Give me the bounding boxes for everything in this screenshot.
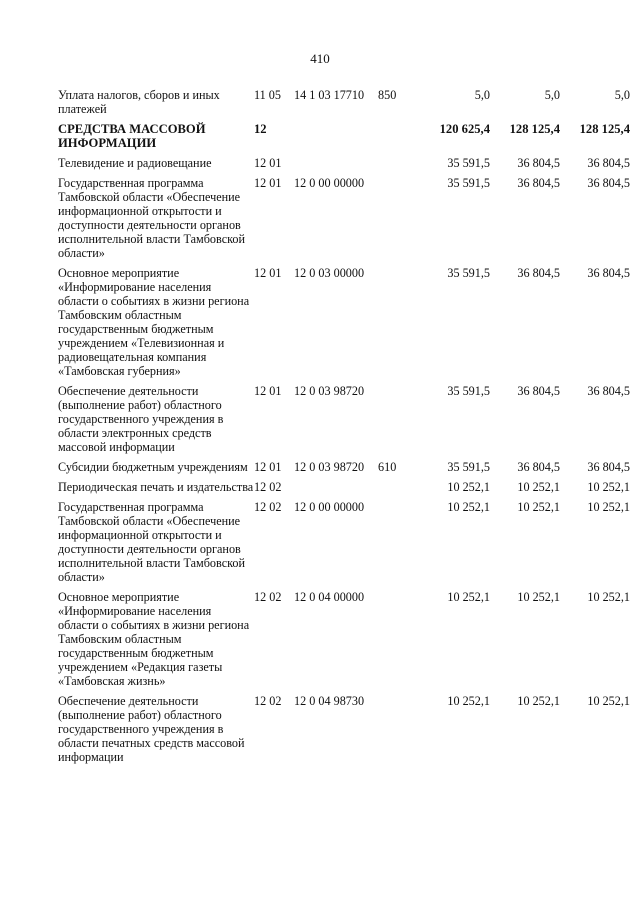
row-amount-year-2: 36 804,5 xyxy=(517,266,560,280)
row-amount-year-3: 5,0 xyxy=(614,88,630,102)
table-row xyxy=(58,694,630,764)
row-section-code: 12 02 xyxy=(254,590,282,604)
row-section-code: 12 01 xyxy=(254,266,282,280)
row-section-code: 12 01 xyxy=(254,176,282,190)
row-name: Государственная программа Тамбовской области «Обеспечение информационной открытости и доступности деятельности органов исполнительной власти Тамбовской области» xyxy=(58,176,246,260)
row-amount-year-3: 36 804,5 xyxy=(587,266,630,280)
row-amount-year-1: 35 591,5 xyxy=(447,156,490,170)
page-number: 410 xyxy=(310,51,330,66)
row-expense-type: 850 xyxy=(378,88,397,102)
row-name: Периодическая печать и издательства xyxy=(58,480,254,494)
row-expense-type xyxy=(378,500,408,584)
row-target-article: 12 0 04 98730 xyxy=(294,694,365,708)
row-section-code: 12 02 xyxy=(254,500,282,514)
row-amount-year-2: 36 804,5 xyxy=(517,384,560,398)
row-target-article: 12 0 03 98720 xyxy=(294,384,365,398)
budget-table xyxy=(58,88,630,770)
row-amount-year-3: 128 125,4 xyxy=(579,122,630,136)
table-row xyxy=(58,266,630,378)
row-amount-year-1: 35 591,5 xyxy=(447,176,490,190)
row-target-article: 12 0 03 98720 xyxy=(294,460,365,474)
row-amount-year-2: 10 252,1 xyxy=(517,694,560,708)
table-row xyxy=(58,88,630,116)
row-expense-type: 610 xyxy=(378,460,397,474)
row-expense-type xyxy=(378,590,408,688)
row-target-article xyxy=(294,156,378,170)
row-target-article xyxy=(294,480,378,494)
row-amount-year-2: 128 125,4 xyxy=(509,122,560,136)
row-target-article: 12 0 04 00000 xyxy=(294,590,365,604)
row-name: Субсидии бюджетным учреждениям xyxy=(58,460,248,474)
row-amount-year-1: 10 252,1 xyxy=(447,694,490,708)
row-name: Телевидение и радиовещание xyxy=(58,156,212,170)
row-amount-year-3: 10 252,1 xyxy=(587,590,630,604)
row-section-code: 12 01 xyxy=(254,156,282,170)
row-amount-year-2: 10 252,1 xyxy=(517,590,560,604)
row-expense-type xyxy=(378,384,408,454)
row-amount-year-1: 10 252,1 xyxy=(447,480,490,494)
row-amount-year-1: 5,0 xyxy=(474,88,490,102)
table-row xyxy=(58,176,630,260)
row-section-code: 12 xyxy=(254,122,267,136)
row-section-code: 12 01 xyxy=(254,460,282,474)
row-spacer xyxy=(58,764,630,770)
row-target-article: 12 0 03 00000 xyxy=(294,266,365,280)
row-amount-year-3: 10 252,1 xyxy=(587,500,630,514)
row-name: СРЕДСТВА МАССОВОЙ ИНФОРМАЦИИ xyxy=(58,122,206,150)
row-name: Основное мероприятие «Информирование населения области о событиях в жизни региона Тамбовским областным государственным бюджетным учреждением «Редакция газеты «Тамбовская жизнь» xyxy=(58,590,250,688)
row-expense-type xyxy=(378,266,408,378)
row-section-code: 12 01 xyxy=(254,384,282,398)
table-row xyxy=(58,156,630,170)
row-section-code: 12 02 xyxy=(254,694,282,708)
row-amount-year-2: 36 804,5 xyxy=(517,176,560,190)
row-target-article: 14 1 03 17710 xyxy=(294,88,365,102)
row-amount-year-3: 36 804,5 xyxy=(587,384,630,398)
row-amount-year-1: 35 591,5 xyxy=(447,460,490,474)
row-amount-year-2: 10 252,1 xyxy=(517,500,560,514)
row-amount-year-3: 10 252,1 xyxy=(587,480,630,494)
row-amount-year-2: 36 804,5 xyxy=(517,156,560,170)
row-amount-year-3: 10 252,1 xyxy=(587,694,630,708)
row-amount-year-1: 120 625,4 xyxy=(439,122,490,136)
row-amount-year-2: 36 804,5 xyxy=(517,460,560,474)
table-row xyxy=(58,122,630,150)
row-expense-type xyxy=(378,122,408,150)
row-expense-type xyxy=(378,176,408,260)
row-amount-year-1: 10 252,1 xyxy=(447,590,490,604)
row-target-article: 12 0 00 00000 xyxy=(294,176,365,190)
table-row xyxy=(58,500,630,584)
row-name: Обеспечение деятельности (выполнение работ) областного государственного учреждения в области печатных средств массовой информации xyxy=(58,694,245,764)
row-target-article xyxy=(294,122,378,150)
row-amount-year-2: 10 252,1 xyxy=(517,480,560,494)
row-name: Уплата налогов, сборов и иных платежей xyxy=(58,88,220,116)
row-expense-type xyxy=(378,156,408,170)
row-name: Государственная программа Тамбовской области «Обеспечение информационной открытости и доступности деятельности органов исполнительной власти Тамбовской области» xyxy=(58,500,246,584)
row-name: Основное мероприятие «Информирование населения области о событиях в жизни региона Тамбовским областным государственным бюджетным учреждением «Телевизионная и радиовещательная компания «Тамбовская губерния» xyxy=(58,266,250,378)
budget-table-body xyxy=(58,88,630,770)
row-amount-year-1: 10 252,1 xyxy=(447,500,490,514)
row-amount-year-3: 36 804,5 xyxy=(587,156,630,170)
row-expense-type xyxy=(378,480,408,494)
row-section-code: 12 02 xyxy=(254,480,282,494)
row-amount-year-3: 36 804,5 xyxy=(587,176,630,190)
row-amount-year-2: 5,0 xyxy=(544,88,560,102)
row-name: Обеспечение деятельности (выполнение работ) областного государственного учреждения в области электронных средств массовой информации xyxy=(58,384,224,454)
row-amount-year-1: 35 591,5 xyxy=(447,384,490,398)
row-amount-year-3: 36 804,5 xyxy=(587,460,630,474)
row-section-code: 11 05 xyxy=(254,88,281,102)
table-row xyxy=(58,384,630,454)
row-expense-type xyxy=(378,694,408,764)
table-row xyxy=(58,460,630,474)
row-target-article: 12 0 00 00000 xyxy=(294,500,365,514)
row-amount-year-1: 35 591,5 xyxy=(447,266,490,280)
table-row xyxy=(58,590,630,688)
table-row xyxy=(58,480,630,494)
row-spacer-cell xyxy=(58,764,630,770)
